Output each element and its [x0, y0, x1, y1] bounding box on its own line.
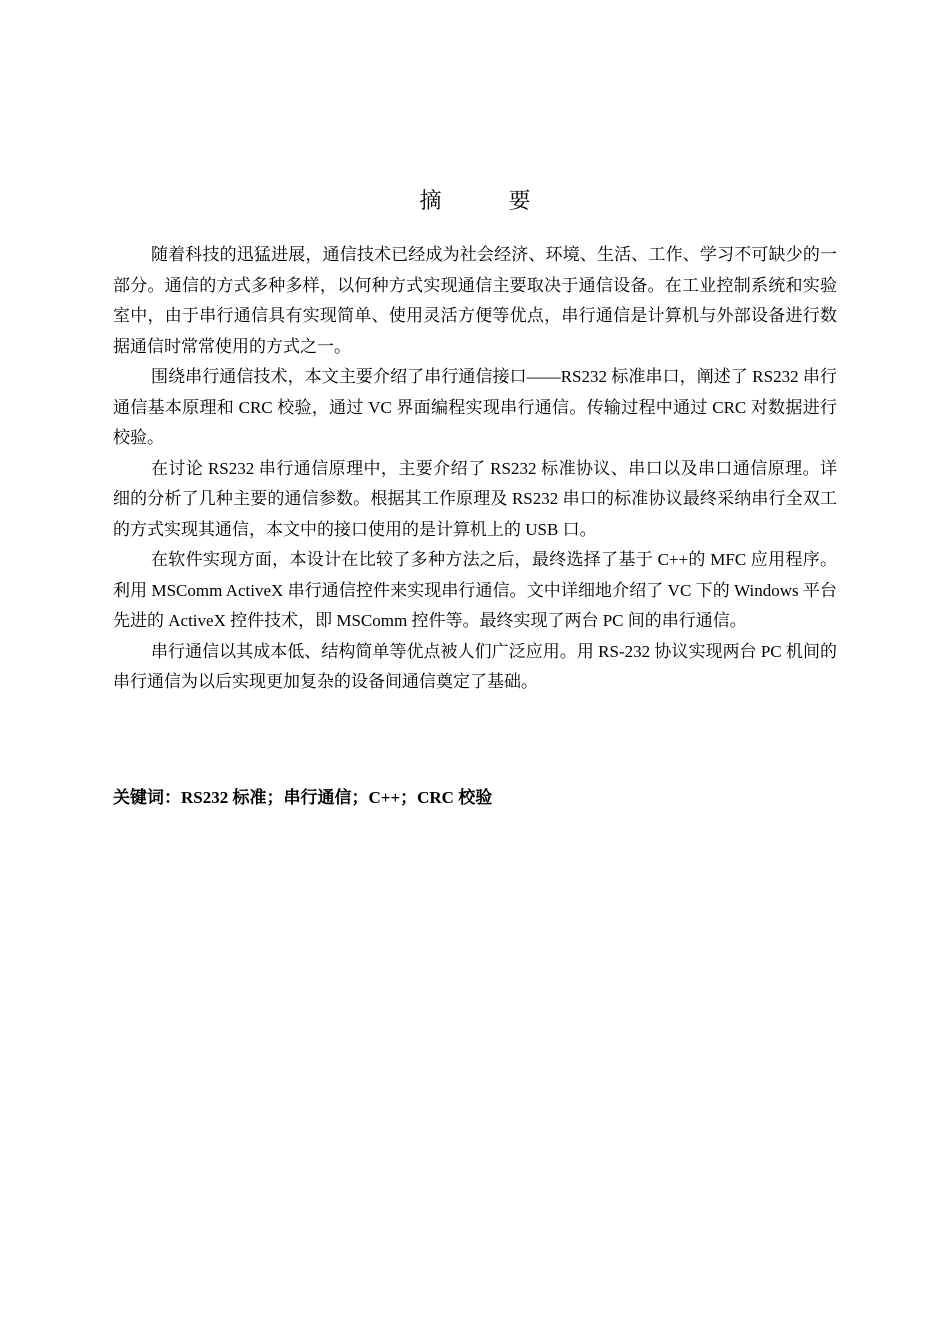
abstract-paragraph-5: 串行通信以其成本低、结构简单等优点被人们广泛应用。用 RS-232 协议实现两台 PC 机间的串行通信为以后实现更加复杂的设备间通信奠定了基础。 — [113, 641, 837, 691]
abstract-body — [113, 240, 837, 698]
keywords-line: 关键词：RS232 标准；串行通信；C++；CRC 校验 — [113, 788, 493, 807]
page-title: 摘 要 — [419, 189, 561, 214]
abstract-paragraph-3: 在讨论 RS232 串行通信原理中，主要介绍了 RS232 标准协议、串口以及串口通信原理。详细的分析了几种主要的通信参数。根据其工作原理及 RS232 串口的标准协议最终采纳串行全双工的方式实现其通信，本文中的接口使用的是计算机上的 USB 口。 — [113, 458, 837, 539]
abstract-paragraph-1: 随着科技的迅猛进展，通信技术已经成为社会经济、环境、生活、工作、学习不可缺少的一部分。通信的方式多种多样，以何种方式实现通信主要取决于通信设备。在工业控制系统和实验室中，由于串行通信具有实现简单、使用灵活方便等优点，串行通信是计算机与外部设备进行数据通信时常常使用的方式之一。 — [113, 245, 837, 356]
abstract-paragraph-2: 围绕串行通信技术，本文主要介绍了串行通信接口——RS232 标准串口，阐述了 RS232 串行通信基本原理和 CRC 校验，通过 VC 界面编程实现串行通信。传输过程中通过 CRC 对数据进行校验。 — [113, 367, 837, 447]
abstract-paragraph-4: 在软件实现方面，本设计在比较了多种方法之后，最终选择了基于 C++的 MFC 应用程序。利用 MSComm ActiveX 串行通信控件来实现串行通信。文中详细地介绍了 VC 下的 Windows 平台先进的 ActiveX 控件技术，即 MSComm 控件等。最终实现了两台 PC 间的串行通信。 — [113, 550, 837, 630]
